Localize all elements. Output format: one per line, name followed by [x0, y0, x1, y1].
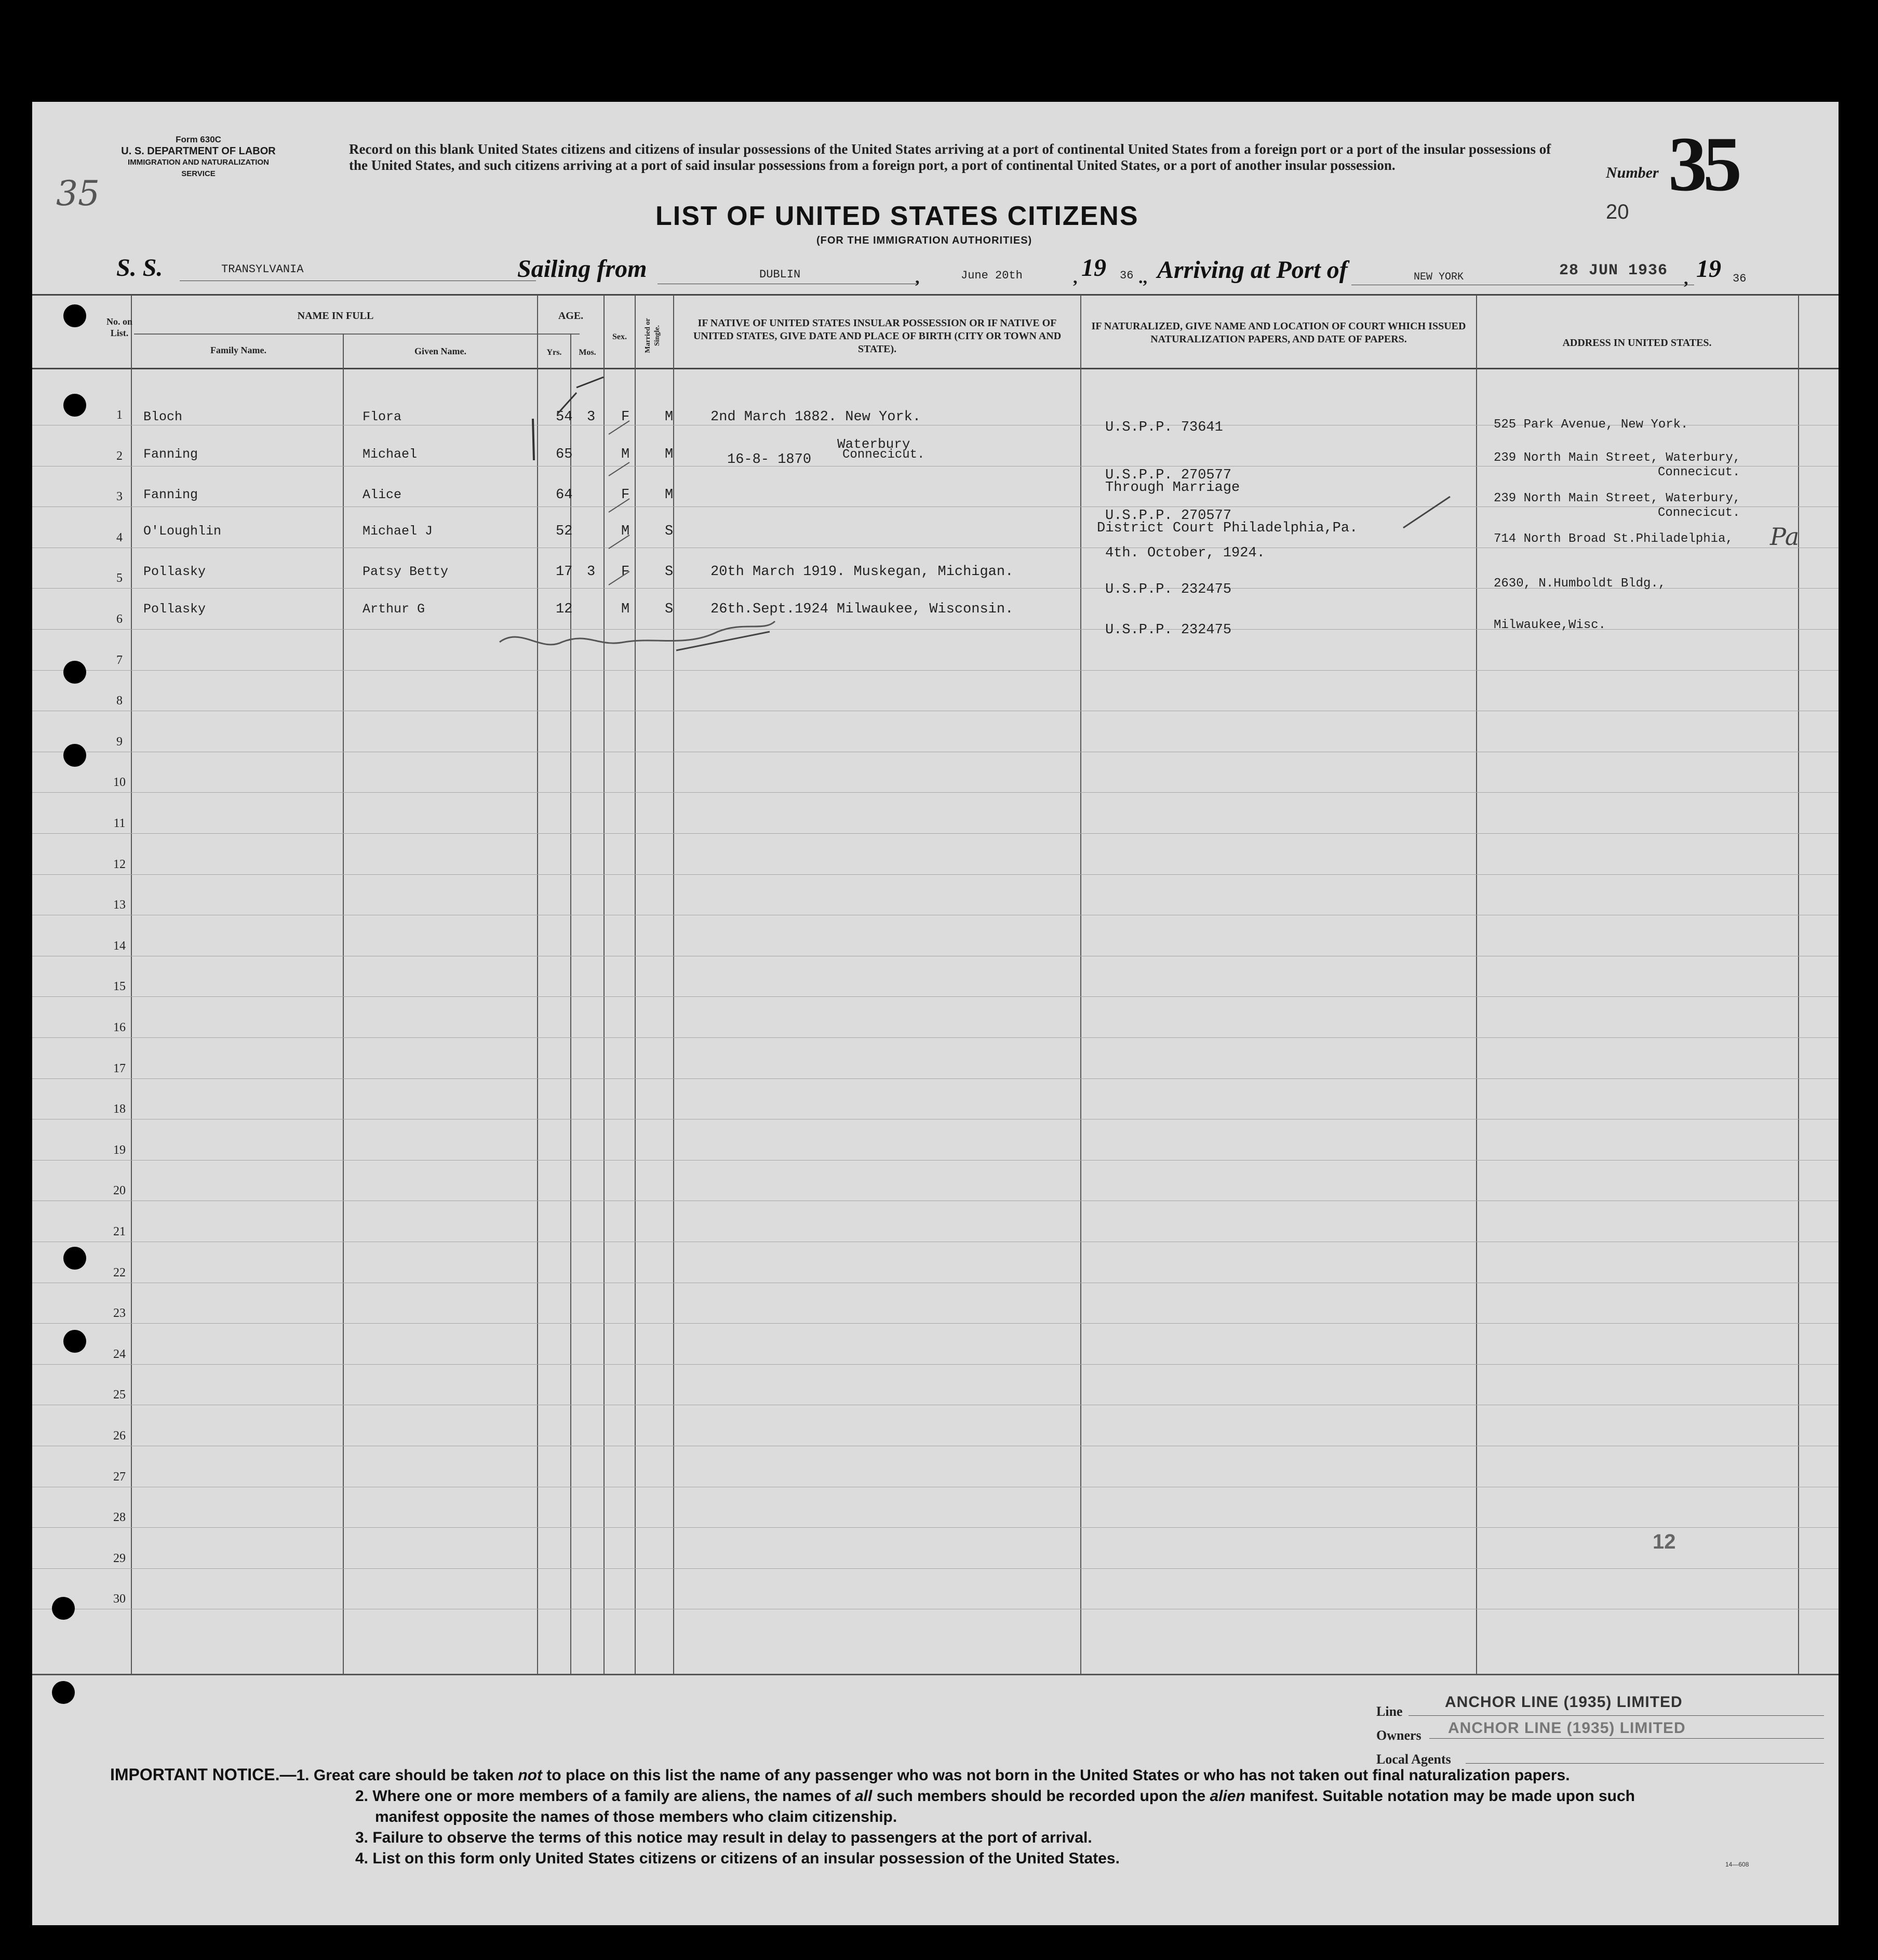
col-header-naturalized: IF NATURALIZED, GIVE NAME AND LOCATION OF COURT WHICH ISSUED NATURALIZATION PAPERS, AND DATE OF PAPERS. [1091, 321, 1466, 345]
cell-sex: F [621, 564, 630, 580]
owners-value-stamp: ANCHOR LINE (1935) LIMITED [1448, 1719, 1686, 1737]
row-number: 27 [113, 1470, 126, 1484]
comma-3: ., [1138, 268, 1147, 287]
cell-address-line-2: Connecicut. [1658, 465, 1740, 479]
col-header-sex: Sex. [612, 332, 627, 341]
cell-given-name: Flora [363, 409, 402, 424]
col-header-family-name: Family Name. [210, 345, 266, 355]
cell-age-months: 3 [587, 564, 596, 580]
margin-handwritten-note: 35 [56, 174, 100, 214]
row-number: 1 [116, 408, 123, 422]
page-subtitle: (FOR THE IMMIGRATION AUTHORITIES) [816, 235, 1032, 246]
cell-naturalization-papers: U.S.P.P. 270577 [1105, 508, 1232, 524]
notice-2-text-a: 2. Where one or more members of a family are aliens, the names of [355, 1788, 855, 1805]
notice-2-text-b: such members should be recorded upon the [872, 1788, 1210, 1805]
service-name: IMMIGRATION AND NATURALIZATION SERVICE [128, 158, 269, 178]
cell-marital-status: S [665, 524, 674, 539]
form-number: Form 630C [176, 135, 221, 144]
line-value-stamp: ANCHOR LINE (1935) LIMITED [1445, 1694, 1683, 1711]
handwritten-signature-scrawl [500, 621, 775, 645]
cell-birth-date-place: 16-8- 1870 [727, 452, 812, 468]
arrival-year: 36 [1733, 272, 1747, 285]
row-number: 6 [116, 612, 123, 626]
cell-address-line-1: 525 Park Avenue, New York. [1494, 418, 1688, 432]
notice-1-emphasis: not [518, 1767, 542, 1784]
cell-address-line-1: 239 North Main Street, Waterbury, [1494, 451, 1741, 465]
cell-naturalization-papers: U.S.P.P. 73641 [1105, 420, 1223, 435]
notice-2-emphasis-all: all [855, 1788, 873, 1805]
comma-2: , [1073, 268, 1078, 287]
row-number: 7 [116, 654, 123, 667]
row-number: 26 [113, 1429, 126, 1443]
notice-1-text-a: 1. Great care should be taken [296, 1767, 518, 1784]
row-number: 23 [113, 1306, 126, 1320]
row2-birth-place-city: Waterbury [837, 436, 910, 452]
row-number: 20 [113, 1184, 126, 1197]
pencil-total: 12 [1653, 1530, 1676, 1553]
cell-marital-status: M [665, 487, 674, 503]
arrival-date-stamp: 28 JUN 1936 [1559, 262, 1668, 279]
col-header-address: ADDRESS IN UNITED STATES. [1562, 337, 1712, 349]
notice-item-4: 4. List on this form only United States citizens or citizens of an insular possession of the United States. [355, 1850, 1120, 1867]
sailing-year: 36 [1120, 269, 1134, 282]
sailing-from-port: DUBLIN [759, 268, 801, 281]
cell-given-name: Alice [363, 487, 402, 502]
signature-underline [676, 632, 770, 650]
binder-hole [63, 394, 86, 417]
cell-marital-status: S [665, 564, 674, 580]
cell-given-name: Michael J [363, 524, 433, 539]
cell-family-name: Fanning [143, 487, 198, 502]
ss-label: S. S. [116, 254, 163, 282]
cell-age-years: 64 [556, 487, 573, 503]
list-number-stamp: 35 [1668, 121, 1738, 207]
binder-hole [63, 744, 86, 767]
row-number: 30 [113, 1592, 126, 1606]
row-number: 25 [113, 1388, 126, 1402]
cell-birth-date-place: 26th.Sept.1924 Milwaukee, Wisconsin. [710, 602, 1014, 617]
row-number: 29 [113, 1552, 126, 1565]
row-number: 16 [113, 1021, 126, 1034]
cell-naturalization-papers: U.S.P.P. 270577 [1105, 468, 1232, 483]
cell-sex: F [621, 487, 630, 503]
cell-family-name: Pollasky [143, 602, 206, 617]
cell-family-name: O'Loughlin [143, 524, 222, 539]
col-header-name-in-full: NAME IN FULL [297, 310, 374, 322]
col-header-age: AGE. [558, 310, 584, 322]
cell-given-name: Patsy Betty [363, 564, 449, 579]
row-number: 5 [116, 571, 123, 585]
owners-label: Owners [1376, 1728, 1421, 1743]
col-header-no: No. on List. [106, 316, 132, 338]
cell-address-line-1: 714 North Broad St.Philadelphia, [1494, 532, 1733, 546]
cell-family-name: Pollasky [143, 564, 206, 579]
record-instructions: Record on this blank United States citizens and citizens of insular possessions of the United States arriving at a port of continental United States from a foreign port or a port of the insular possessions of the United States, and such citizens arriving at a port of said insular possessions from a foreign port, a port of continental United States, or a port of another insular possession. [349, 141, 1551, 173]
cell-birth-date-place: 2nd March 1882. New York. [710, 409, 921, 425]
col-header-yrs: Yrs. [546, 348, 562, 357]
row2-birth-place-state: Connecicut. [842, 448, 925, 462]
row-number: 28 [113, 1511, 126, 1524]
binder-hole [52, 1597, 75, 1620]
cell-age-months: 3 [587, 409, 596, 425]
notice-2-text-c: manifest. Suitable notation may be made upon such [1245, 1788, 1635, 1805]
row-number: 18 [113, 1102, 126, 1116]
arrival-year-prefix: 19 [1696, 255, 1721, 283]
pencil-bracket-mark [533, 419, 534, 460]
page-title: LIST OF UNITED STATES CITIZENS [655, 201, 1139, 231]
binder-hole [63, 661, 86, 684]
line-label: Line [1376, 1704, 1403, 1719]
cell-marital-status: S [665, 602, 674, 617]
row-number: 8 [116, 694, 123, 708]
sailing-date: June 20th [961, 269, 1023, 282]
cell-age-years: 52 [556, 524, 573, 539]
cell-address-line-1: 239 North Main Street, Waterbury, [1494, 491, 1741, 505]
cell-address-line-1: 2630, N.Humboldt Bldg., [1494, 577, 1666, 591]
arriving-port: NEW YORK [1414, 271, 1464, 283]
row-number: 3 [116, 490, 123, 503]
sailing-from-label: Sailing from [517, 255, 647, 283]
row-number: 2 [116, 449, 123, 463]
cell-age-years: 54 [556, 409, 573, 425]
department-name: U. S. DEPARTMENT OF LABOR [121, 145, 276, 157]
sex-column-ticks [609, 421, 629, 585]
binder-hole [52, 1681, 75, 1704]
notice-item-3: 3. Failure to observe the terms of this notice may result in delay to passengers at the port of arrival. [355, 1829, 1092, 1846]
cell-address-line-2: Connecicut. [1658, 506, 1740, 520]
cell-sex: M [621, 447, 630, 462]
binder-hole [63, 1330, 86, 1353]
col-header-mos: Mos. [579, 348, 596, 357]
row-number: 12 [113, 858, 126, 871]
row-number: 13 [113, 898, 126, 912]
cell-marital-status: M [665, 409, 674, 425]
row-number: 21 [113, 1225, 126, 1238]
binder-hole [63, 1247, 86, 1270]
row-number: 10 [113, 776, 126, 789]
comma-4: , [1684, 269, 1688, 288]
manifest-sheet [32, 102, 1839, 1925]
arriving-label: Arriving at Port of [1157, 256, 1348, 284]
cell-sex: F [621, 409, 630, 425]
cell-sex: M [621, 602, 630, 617]
row4-naturalized-court: District Court Philadelphia,Pa. [1097, 521, 1358, 536]
row-number: 17 [113, 1062, 126, 1075]
row-number: 19 [113, 1143, 126, 1157]
sailing-year-prefix: 19 [1081, 254, 1106, 282]
cell-age-years: 17 [556, 564, 573, 580]
cell-marital-status: M [665, 447, 674, 462]
check-mark-row1 [558, 377, 603, 414]
cell-naturalization-papers: 4th. October, 1924. [1105, 545, 1265, 561]
row-number: 9 [116, 735, 123, 749]
row3-naturalized-through-marriage: Through Marriage [1105, 480, 1240, 496]
naturalized-strike-mark [1403, 497, 1450, 528]
notice-2-continued: manifest opposite the names of those members who claim citizenship. [375, 1808, 897, 1825]
cell-address-line-1: Milwaukee,Wisc. [1494, 618, 1606, 632]
row-number: 11 [113, 817, 126, 830]
cell-naturalization-papers: U.S.P.P. 232475 [1105, 622, 1232, 638]
notice-1-text-b: to place on this list the name of any passenger who was not born in the United States or who has not taken out final naturalization papers. [542, 1767, 1570, 1784]
cell-family-name: Bloch [143, 409, 183, 424]
cell-family-name: Fanning [143, 447, 198, 462]
ship-name: TRANSYLVANIA [221, 263, 304, 276]
cell-given-name: Arthur G [363, 602, 425, 617]
col-header-birth: IF NATIVE OF UNITED STATES INSULAR POSSESSION OR IF NATIVE OF UNITED STATES, GIVE DATE AND PLACE OF BIRTH (CITY OR TOWN AND STATE). [693, 317, 1062, 355]
cell-given-name: Michael [363, 447, 418, 462]
row4-address-handwritten-state: Pa [1770, 523, 1800, 551]
row-number: 22 [113, 1266, 126, 1279]
row-number: 24 [113, 1348, 126, 1361]
notice-heading: IMPORTANT NOTICE.— [110, 1765, 297, 1784]
cell-birth-date-place: 20th March 1919. Muskegan, Michigan. [710, 564, 1014, 580]
cell-age-years: 12 [556, 602, 573, 617]
print-code: 14—608 [1725, 1861, 1749, 1868]
page-number: 20 [1606, 201, 1629, 223]
number-label: Number [1606, 164, 1659, 181]
cell-sex: M [621, 524, 630, 539]
row-number: 4 [116, 531, 123, 544]
row-number: 14 [113, 939, 126, 953]
col-header-married-single: Married or Single. [644, 318, 661, 353]
comma-1: , [915, 268, 920, 287]
notice-2-emphasis-alien: alien [1210, 1788, 1245, 1805]
col-header-given-name: Given Name. [414, 346, 466, 356]
cell-naturalization-papers: U.S.P.P. 232475 [1105, 582, 1232, 597]
local-agents-label: Local Agents [1376, 1752, 1451, 1767]
binder-hole [63, 304, 86, 327]
handwritten-marks [32, 102, 1839, 1925]
cell-age-years: 65 [556, 447, 573, 462]
row-number: 15 [113, 980, 126, 993]
